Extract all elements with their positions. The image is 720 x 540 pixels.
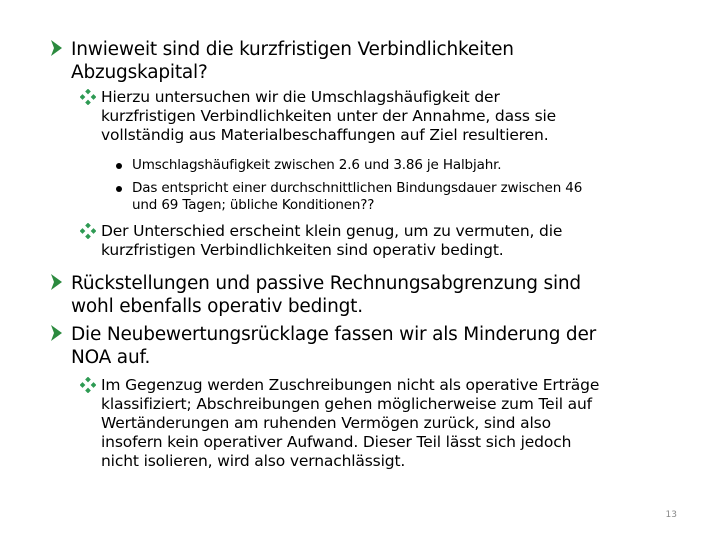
bullet-text-line: Hierzu untersuchen wir die Umschlagshäufigkeit der — [101, 88, 500, 106]
bullet-text-line: nicht isolieren, wird also vernachlässigt. — [101, 452, 406, 470]
bullet-text-line: NOA auf. — [71, 347, 151, 368]
bullet-text-line: Inwieweit sind die kurzfristigen Verbindlichkeiten — [71, 39, 514, 60]
diamond-bullet-icon — [80, 89, 96, 105]
bullet-level2 — [101, 222, 562, 260]
bullet-text-line: Umschlagshäufigkeit zwischen 2.6 und 3.86 je Halbjahr. — [132, 157, 502, 173]
bullet-text-line: Im Gegenzug werden Zuschreibungen nicht als operative Erträge — [101, 376, 600, 394]
dot-bullet-icon — [116, 186, 122, 192]
bullet-level3 — [132, 157, 501, 174]
bullet-text-line: Wertänderungen am ruhenden Vermögen zurück, sind also — [101, 414, 551, 432]
bullet-text-line: Abzugskapital? — [71, 62, 208, 83]
bullet-level1 — [71, 38, 514, 84]
bullet-text-line: Die Neubewertungsrücklage fassen wir als Minderung der — [71, 324, 597, 345]
dot-bullet-icon — [116, 163, 122, 169]
bullet-text-line: Rückstellungen und passive Rechnungsabgrenzung sind — [71, 273, 581, 294]
bullet-level1 — [71, 323, 596, 369]
bullet-text-line: Das entspricht einer durchschnittlichen Bindungsdauer zwischen 46 — [132, 180, 583, 196]
diamond-bullet-icon — [80, 223, 96, 239]
bullet-text-line: Der Unterschied erscheint klein genug, um zu vermuten, die — [101, 222, 563, 240]
bullet-text-line: vollständig aus Materialbeschaffungen auf Ziel resultieren. — [101, 126, 549, 144]
arrow-bullet-icon — [48, 323, 64, 343]
bullet-text-line: insofern kein operativer Aufwand. Dieser Teil lässt sich jedoch — [101, 433, 572, 451]
bullet-text-line: und 69 Tagen; übliche Konditionen?? — [132, 197, 375, 213]
page-number: 13 — [665, 510, 677, 520]
arrow-bullet-icon — [48, 38, 64, 58]
bullet-text-line: wohl ebenfalls operativ bedingt. — [71, 296, 363, 317]
arrow-bullet-icon — [48, 272, 64, 292]
bullet-level3 — [132, 180, 582, 214]
diamond-bullet-icon — [80, 377, 96, 393]
bullet-level2 — [101, 376, 599, 471]
bullet-level1 — [71, 272, 581, 318]
bullet-text-line: kurzfristigen Verbindlichkeiten sind operativ bedingt. — [101, 241, 504, 259]
bullet-text-line: klassifiziert; Abschreibungen gehen möglicherweise zum Teil auf — [101, 395, 592, 413]
bullet-level2 — [101, 88, 556, 145]
bullet-text-line: kurzfristigen Verbindlichkeiten unter der Annahme, dass sie — [101, 107, 557, 125]
